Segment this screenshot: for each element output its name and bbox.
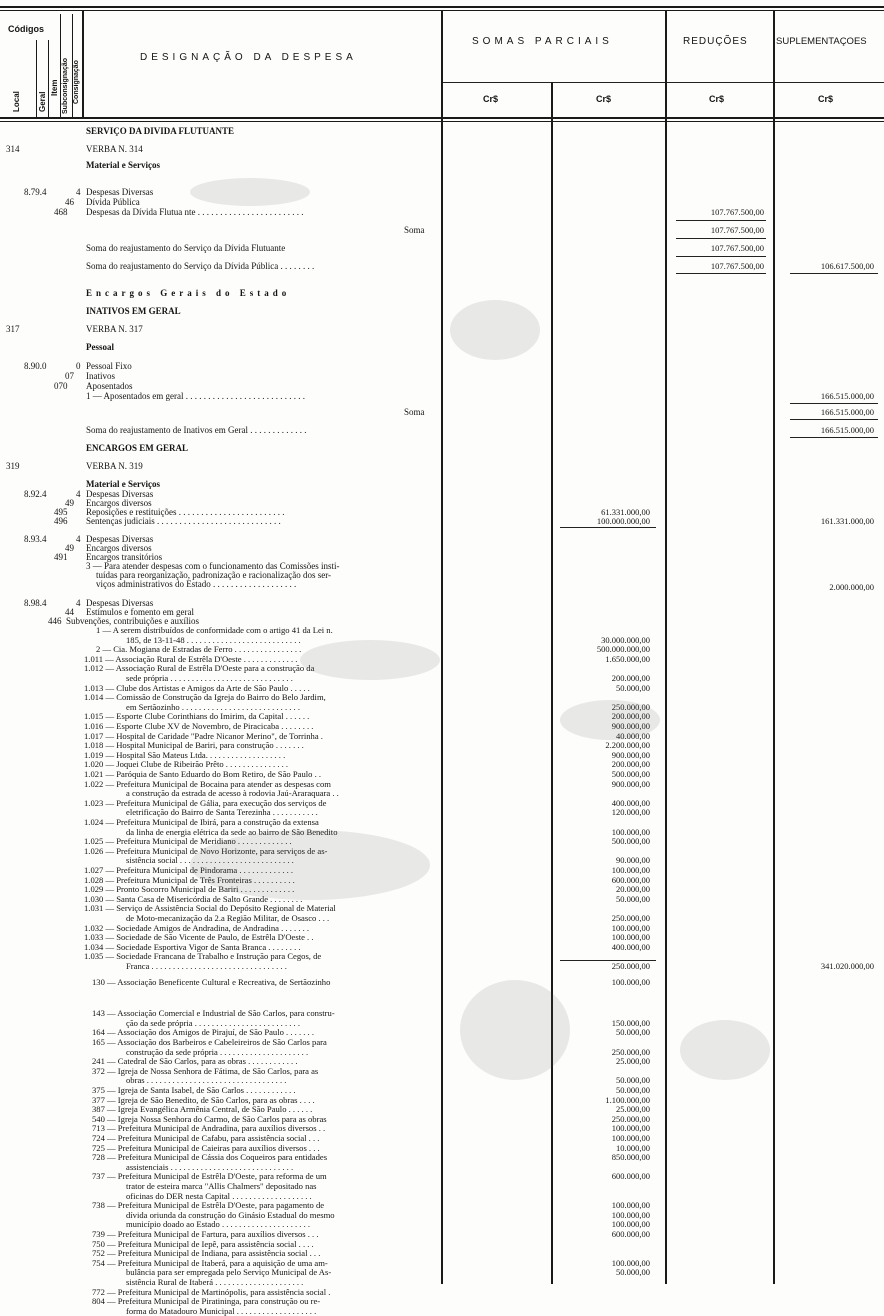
list-row-text: 1.014 — Comissão de Construção da Igreja do Bairro do Belo Jardim, [84, 692, 326, 703]
suplementacao-amount: 106.617.500,00 [820, 261, 874, 271]
list-row-text: 738 — Prefeitura Municipal de Estrêla D'Oeste, para pagamento de [92, 1200, 325, 1211]
row-text: Soma do reajustamento do Serviço da Dívida Flutuante [86, 243, 286, 253]
list-row-text: construção da sede própria . . . . . . . . . . . . . . . . . . . . . [126, 1046, 309, 1057]
list-row-text: 1.016 — Esporte Clube XV de Novembro, de Piracicaba . . . . . . . . [84, 721, 314, 731]
list-row-text: 185, de 13-11-48 . . . . . . . . . . . . . . . . . . . . . . . . . . . [126, 634, 301, 645]
suplementacao-amount: 166.515.000,00 [820, 425, 874, 435]
soma-amount: 100.000.000,00 [596, 516, 650, 526]
soma-amount: 850.000,00 [611, 1152, 650, 1163]
soma-amount: 900.000,00 [611, 721, 650, 731]
sub-code: 07 [65, 371, 74, 381]
list-row-text: 540 — Igreja Nossa Senhora do Carmo, de São Carlos para as obras [92, 1113, 327, 1124]
row-text: viços administrativos do Estado . . . . . . . . . . . . . . . . . . . [96, 579, 297, 589]
soma-amount: 900.000,00 [611, 749, 650, 760]
list-row-text: 754 — Prefeitura Municipal de Itaberá, para a aquisição de uma am- [92, 1257, 328, 1268]
list-row-text: 1.034 — Sociedade Esportiva Vigor de Santa Branca . . . . . . . . [84, 941, 301, 952]
rule [560, 527, 656, 528]
suplementacao-amount: 161.331.000,00 [820, 516, 874, 526]
row-text: Dívida Pública [86, 197, 140, 207]
top-rule [0, 6, 884, 8]
list-row-text: 1.021 — Paróquia de Santo Eduardo do Bom Retiro, de São Paulo . . [84, 769, 322, 779]
rule [676, 220, 766, 221]
soma-amount: 50.000,00 [616, 682, 650, 693]
col-rule-code-5 [82, 10, 84, 118]
codigos-label: Códigos [8, 24, 44, 34]
suplementacao-amount: 166.515.000,00 [820, 391, 874, 401]
section-title: INATIVOS EM GERAL [86, 306, 181, 316]
soma-amount: 100.000,00 [611, 1133, 650, 1143]
list-row-text: 750 — Prefeitura Municipal de Iepê, para assistência social . . . . [92, 1238, 314, 1249]
col-consignacao: Consignação [73, 60, 80, 104]
list-row-text: dívida oriunda da construção do Ginásio Estadual do mesmo [126, 1209, 335, 1220]
row-text: Reposições e restituições . . . . . . . . . . . . . . . . . . . . . . . . [86, 507, 285, 517]
list-row-text: oficinas do DER nesta Capital . . . . . . . . . . . . . . . . . . . [126, 1190, 312, 1201]
row-text: Soma do reajustamento de Inativos em Geral . . . . . . . . . . . . . [86, 425, 307, 435]
list-row-text: 1.035 — Sociedade Francana de Trabalho e Instrução para Cegos, de [84, 951, 322, 962]
soma-amount: 200.000,00 [611, 673, 650, 683]
rule [790, 437, 878, 438]
row-text: Encargos transitórios [86, 552, 163, 562]
somas-title: SOMAS PARCIAIS [472, 36, 613, 47]
list-row-text: 1.029 — Pronto Socorro Municipal de Bariri . . . . . . . . . . . . . [84, 884, 295, 895]
row-text: Encargos diversos [86, 543, 152, 553]
local-code: 317 [6, 324, 20, 334]
list-row-text: 1.015 — Esporte Clube Corinthians do Imirim, da Capital . . . . . . [84, 711, 310, 722]
smudge [450, 300, 540, 360]
soma-amount: 100.000,00 [611, 932, 650, 943]
soma-amount: 600.000,00 [611, 1171, 650, 1182]
soma-amount: 250.000,00 [611, 961, 650, 971]
sub-code: 49 [65, 543, 74, 553]
list-row-text: em Sertãozinho . . . . . . . . . . . . . . . . . . . . . . . . . . . . [126, 701, 301, 712]
soma-amount: 90.000,00 [616, 855, 650, 866]
cons-code: 491 [54, 552, 68, 562]
soma-amount: 900.000,00 [611, 778, 650, 789]
soma-amount: 100.000,00 [611, 1219, 650, 1230]
list-row-text: 1.022 — Prefeitura Municipal de Bocaina para atender as despesas com [84, 778, 331, 789]
soma-amount: 200.000,00 [611, 711, 650, 722]
row-text: Estímulos e fomento em geral [86, 607, 194, 617]
list-row-text: bulância para ser empregada pelo Serviço Municipal de As- [126, 1267, 332, 1278]
reducao-amount: 107.767.500,00 [710, 243, 764, 253]
currency-label-4: Cr$ [818, 94, 834, 104]
smudge [190, 178, 310, 206]
list-row-text: de Moto-mecanização da 2.a Região Militar, de Osasco . . . [126, 913, 330, 923]
item-code: 4 [76, 489, 81, 499]
list-row-text: 1.027 — Prefeitura Municipal de Pindorama . . . . . . . . . . . . . [84, 865, 294, 875]
list-row-text: 241 — Catedral de São Carlos, para as obras . . . . . . . . . . . . [92, 1056, 298, 1067]
sub-code: 44 [65, 607, 74, 617]
row-text: Encargos diversos [86, 498, 152, 508]
suplementacao-amount: 341.020.000,00 [820, 961, 874, 971]
row-text: Despesas Diversas [86, 187, 154, 197]
reducao-amount: 107.767.500,00 [710, 261, 764, 271]
section-title: Encargos Gerais do Estado [86, 288, 291, 298]
soma-amount: 50.000,00 [616, 1075, 650, 1086]
soma-amount: 100.000,00 [611, 1123, 650, 1134]
soma-amount: 61.331.000,00 [601, 507, 650, 517]
smudge [300, 640, 440, 680]
list-row-text: sistência Rural de Itaberá . . . . . . . . . . . . . . . . . . . . . [126, 1277, 304, 1287]
soma-amount: 100.000,00 [611, 865, 650, 875]
soma-amount: 50.000,00 [616, 1027, 650, 1038]
cons-code: 070 [54, 381, 68, 391]
sub-code: 49 [65, 498, 74, 508]
list-row-text: 1.026 — Prefeitura Municipal de Novo Horizonte, para serviços de as- [84, 845, 328, 856]
soma-amount: 2.200.000,00 [605, 740, 650, 751]
list-row-text: 725 — Prefeitura Municipal de Caieiras para auxílios diversos . . . [92, 1142, 320, 1153]
smudge [560, 700, 660, 740]
verba-label: VERBA N. 319 [86, 461, 143, 471]
soma-amount: 100.000,00 [611, 826, 650, 837]
currency-label-1: Cr$ [483, 94, 499, 104]
row-text: 3 — Para atender despesas com o funcionamento das Comissões insti- [86, 561, 340, 571]
soma-label: Soma [404, 407, 425, 417]
rule [676, 273, 766, 274]
soma-amount: 30.000.000,00 [601, 634, 650, 645]
local-code: 319 [6, 461, 20, 471]
col-rule-somas-mid [551, 82, 553, 1284]
soma-amount: 50.000,00 [616, 893, 650, 904]
list-row-text: 1.018 — Hospital Municipal de Bariri, para construção . . . . . . . [84, 740, 304, 751]
subsection-title: Pessoal [86, 342, 114, 352]
soma-amount: 200.000,00 [611, 759, 650, 770]
list-row-text: sede própria . . . . . . . . . . . . . . . . . . . . . . . . . . . . . [126, 673, 293, 683]
verba-label: VERBA N. 314 [86, 144, 143, 154]
soma-amount: 100.000,00 [611, 1200, 650, 1211]
list-row-text: 377 — Igreja de São Benedito, de São Carlos, para as obras . . . . [92, 1094, 315, 1105]
soma-amount: 10.000,00 [616, 1142, 650, 1153]
subsection-title: Material e Serviços [86, 479, 160, 489]
local-code: 314 [6, 144, 20, 154]
suplementacao-amount: 166.515.000,00 [820, 407, 874, 417]
col-local: Local [12, 91, 21, 112]
list-row-text: 1.020 — Joquei Clube de Ribeirão Prêto . . . . . . . . . . . . . . . [84, 759, 289, 770]
item-code: 0 [76, 361, 81, 371]
soma-amount: 500.000.000,00 [596, 644, 650, 655]
list-row-text: 739 — Prefeitura Municipal de Fartura, para auxílios diversos . . . [92, 1229, 319, 1239]
soma-amount: 100.000,00 [611, 1257, 650, 1268]
list-row-text: 375 — Igreja de Santa Isabel, de São Carlos . . . . . . . . . . . . [92, 1085, 296, 1095]
list-row-text: 1.011 — Associação Rural de Estrêla D'Oeste . . . . . . . . . . . . . [84, 653, 298, 664]
cons-code: 446 [48, 616, 62, 626]
row-text: Despesas Diversas [86, 534, 154, 544]
row-text: tuídas para reorganização, padronização e racionalização dos ser- [96, 570, 332, 580]
col-rule-code-2 [48, 40, 49, 118]
cons-code: 496 [54, 516, 68, 526]
geral-code: 8.90.0 [24, 361, 47, 371]
reducoes-title: REDUÇÕES [683, 36, 748, 47]
soma-amount: 100.000,00 [611, 922, 650, 933]
item-code: 4 [76, 534, 81, 544]
suplementacoes-title: SUPLEMENTAÇOES [776, 36, 867, 47]
row-text: Despesas Diversas [86, 598, 154, 608]
soma-amount: 250.000,00 [611, 1046, 650, 1057]
geral-code: 8.92.4 [24, 489, 47, 499]
row-text: Subvenções, contribuições e auxílios [66, 616, 199, 626]
soma-amount: 250.000,00 [611, 1113, 650, 1124]
list-row-text: 165 — Associação dos Barbeiros e Cabeleireiros de São Carlos para [92, 1037, 327, 1047]
currency-label-2: Cr$ [596, 94, 612, 104]
smudge [190, 830, 430, 900]
col-rule-somas [665, 10, 667, 1284]
reducao-amount: 107.767.500,00 [710, 207, 764, 217]
rule [560, 960, 656, 961]
soma-amount: 50.000,00 [616, 1085, 650, 1095]
col-rule-code-3 [60, 14, 61, 118]
soma-amount: 400.000,00 [611, 941, 650, 952]
smudge [680, 1020, 770, 1080]
soma-amount: 400.000,00 [611, 797, 650, 808]
list-row-text: 1.023 — Prefeitura Municipal de Gália, para execução dos serviços de [84, 797, 327, 808]
rule [790, 273, 878, 274]
smudge [460, 980, 570, 1080]
subsection-title: Material e Serviços [86, 160, 160, 170]
list-row-text: assistenciais . . . . . . . . . . . . . . . . . . . . . . . . . . . . . [126, 1161, 294, 1172]
geral-code: 8.98.4 [24, 598, 47, 608]
list-row-text: 1.028 — Prefeitura Municipal de Três Fronteiras . . . . . . . . . . [84, 874, 295, 885]
soma-amount: 1.650.000,00 [605, 653, 650, 664]
col-rule-designacao [441, 10, 443, 1284]
list-row-text: 1.025 — Prefeitura Municipal de Meridiano . . . . . . . . . . . . . [84, 836, 292, 847]
geral-code: 8.79.4 [24, 187, 47, 197]
col-subconsignacao: Subconsignação [62, 57, 69, 114]
list-row-text: trator de esteira marca "Allis Chalmers" depositado nas [126, 1181, 317, 1191]
soma-amount: 1.100.000,00 [605, 1094, 650, 1105]
col-rule-code-1 [36, 40, 37, 118]
soma-amount: 500.000,00 [611, 836, 650, 847]
list-row-text: 724 — Prefeitura Municipal de Cafabu, para assistência social . . . [92, 1133, 320, 1143]
list-row-text: 2 — Cia. Mogiana de Estradas de Ferro . . . . . . . . . . . . . . . . [96, 644, 302, 655]
list-row-text: 1.030 — Santa Casa de Misericórdia de Salto Grande . . . . . . . . [84, 893, 303, 904]
list-row-text: 728 — Prefeitura Municipal de Cássia dos Coqueiros para entidades [92, 1152, 328, 1163]
section-title: ENCARGOS EM GERAL [86, 443, 189, 453]
soma-amount: 250.000,00 [611, 913, 650, 923]
rule [676, 238, 766, 239]
section-title: SERVIÇO DA DIVIDA FLUTUANTE [86, 126, 234, 136]
list-row-text: 804 — Prefeitura Municipal de Piratininga, para construção ou re- [92, 1296, 321, 1307]
list-row-text: 1.033 — Sociedade de São Vicente de Paulo, de Estrêla D'Oeste . . [84, 932, 314, 943]
list-row-text: 772 — Prefeitura Municipal de Martinópolis, para assistência social . [92, 1286, 331, 1297]
list-row-text: da linha de energia elétrica da sede ao bairro de São Benedito [126, 826, 338, 837]
currency-label-3: Cr$ [709, 94, 725, 104]
list-row-text: 1 — A serem distribuídos de conformidade com o artigo 41 da Lei n. [96, 625, 333, 635]
row-text: Inativos [86, 371, 115, 381]
rule [790, 403, 878, 404]
soma-amount: 600.000,00 [611, 874, 650, 885]
list-row-text: 130 — Associação Beneficente Cultural e Recreativa, de Sertãozinho [92, 976, 331, 987]
soma-amount: 120.000,00 [611, 807, 650, 818]
soma-amount: 20.000,00 [616, 884, 650, 895]
reducao-amount: 107.767.500,00 [710, 225, 764, 235]
soma-amount: 100.000,00 [611, 1209, 650, 1220]
list-row-text: 1.013 — Clube dos Artistas e Amigos da Arte de São Paulo . . . . . [84, 682, 310, 693]
list-row-text: 387 — Igreja Evangélica Armênia Central, de São Paulo . . . . . . [92, 1104, 313, 1115]
list-row-text: Franca . . . . . . . . . . . . . . . . . . . . . . . . . . . . . . . . [126, 961, 287, 971]
row-text: Pessoal Fixo [86, 361, 132, 371]
col-geral: Geral [38, 91, 47, 112]
list-row-text: 164 — Associação dos Amigos de Pirajuí, de São Paulo . . . . . . . [92, 1027, 314, 1038]
list-row-text: município doado ao Estado . . . . . . . . . . . . . . . . . . . . . [126, 1219, 311, 1230]
rule [790, 419, 878, 420]
list-row-text: forma do Matadouro Municipal . . . . . . . . . . . . . . . . . . . [126, 1305, 317, 1316]
designacao-title: DESIGNAÇÃO DA DESPESA [140, 52, 357, 63]
soma-amount: 500.000,00 [611, 769, 650, 779]
row-text: Sentenças judiciais . . . . . . . . . . . . . . . . . . . . . . . . . . . . [86, 516, 281, 526]
list-row-text: 372 — Igreja de Nossa Senhora de Fátima, de São Carlos, para as [92, 1065, 319, 1076]
soma-amount: 100.000,00 [611, 976, 650, 987]
soma-amount: 25.000,00 [616, 1104, 650, 1115]
col-rule-reducoes [773, 10, 775, 1284]
row-text: Soma do reajustamento do Serviço da Dívida Pública . . . . . . . . [86, 261, 315, 271]
verba-label: VERBA N. 317 [86, 324, 143, 334]
list-row-text: 1.012 — Associação Rural de Estrêla D'Oeste para a construção da [84, 663, 315, 674]
sub-code: 46 [65, 197, 74, 207]
soma-amount: 600.000,00 [611, 1229, 650, 1239]
geral-code: 8.93.4 [24, 534, 47, 544]
list-row-text: 752 — Prefeitura Municipal de Indiana, para assistência social . . . [92, 1248, 321, 1259]
soma-amount: 40.000,00 [616, 730, 650, 741]
soma-amount: 25.000,00 [616, 1056, 650, 1067]
row-text: 1 — Aposentados em geral . . . . . . . . . . . . . . . . . . . . . . . . . . . [86, 391, 305, 401]
col-item: Item [50, 79, 59, 96]
currency-rule [441, 82, 884, 83]
list-row-text: 1.031 — Serviço de Assistência Social do Depósito Regional de Material [84, 903, 336, 914]
cons-code: 468 [54, 207, 68, 217]
list-row-text: 737 — Prefeitura Municipal de Estrêla D'Oeste, para reforma de um [92, 1171, 327, 1182]
list-row-text: 713 — Prefeitura Municipal de Andradina, para auxílios diversos . . [92, 1123, 326, 1134]
soma-amount: 250.000,00 [611, 701, 650, 712]
item-code: 4 [76, 598, 81, 608]
list-row-text: obras . . . . . . . . . . . . . . . . . . . . . . . . . . . . . . . . . [126, 1075, 287, 1086]
row-text: Despesas Diversas [86, 489, 154, 499]
list-row-text: eletrificação do Bairro de Santa Terezinha . . . . . . . . . . . [126, 807, 318, 818]
list-row-text: 1.017 — Hospital de Caridade "Padre Nicanor Merino", de Torrinha . [84, 730, 323, 741]
list-row-text: a construção da estrada de acesso à rodovia Jaú-Araraquara . . [126, 788, 339, 799]
list-row-text: 1.024 — Prefeitura Municipal de Ibirá, para a construção da extensa [84, 817, 319, 827]
item-code: 4 [76, 187, 81, 197]
cons-code: 495 [54, 507, 68, 517]
soma-label: Soma [404, 225, 425, 235]
list-row-text: 1.019 — Hospital São Mateus Ltda. . . . . . . . . . . . . . . . . . . [84, 749, 286, 760]
list-row-text: 143 — Associação Comercial e Industrial de São Carlos, para constru- [92, 1008, 335, 1019]
suplementacao-amount: 2.000.000,00 [829, 582, 874, 592]
row-text: Despesas da Dívida Flutua nte . . . . . . . . . . . . . . . . . . . . . . . . [86, 207, 304, 217]
row-text: Aposentados [86, 381, 133, 391]
rule [676, 256, 766, 257]
soma-amount: 50.000,00 [616, 1267, 650, 1278]
list-row-text: sistência social . . . . . . . . . . . . . . . . . . . . . . . . . . . [126, 855, 294, 866]
list-row-text: ção da sede própria . . . . . . . . . . . . . . . . . . . . . . . . . [126, 1017, 300, 1028]
list-row-text: 1.032 — Sociedade Amigos de Andradina, de Andradina . . . . . . . [84, 922, 310, 933]
soma-amount: 150.000,00 [611, 1017, 650, 1028]
